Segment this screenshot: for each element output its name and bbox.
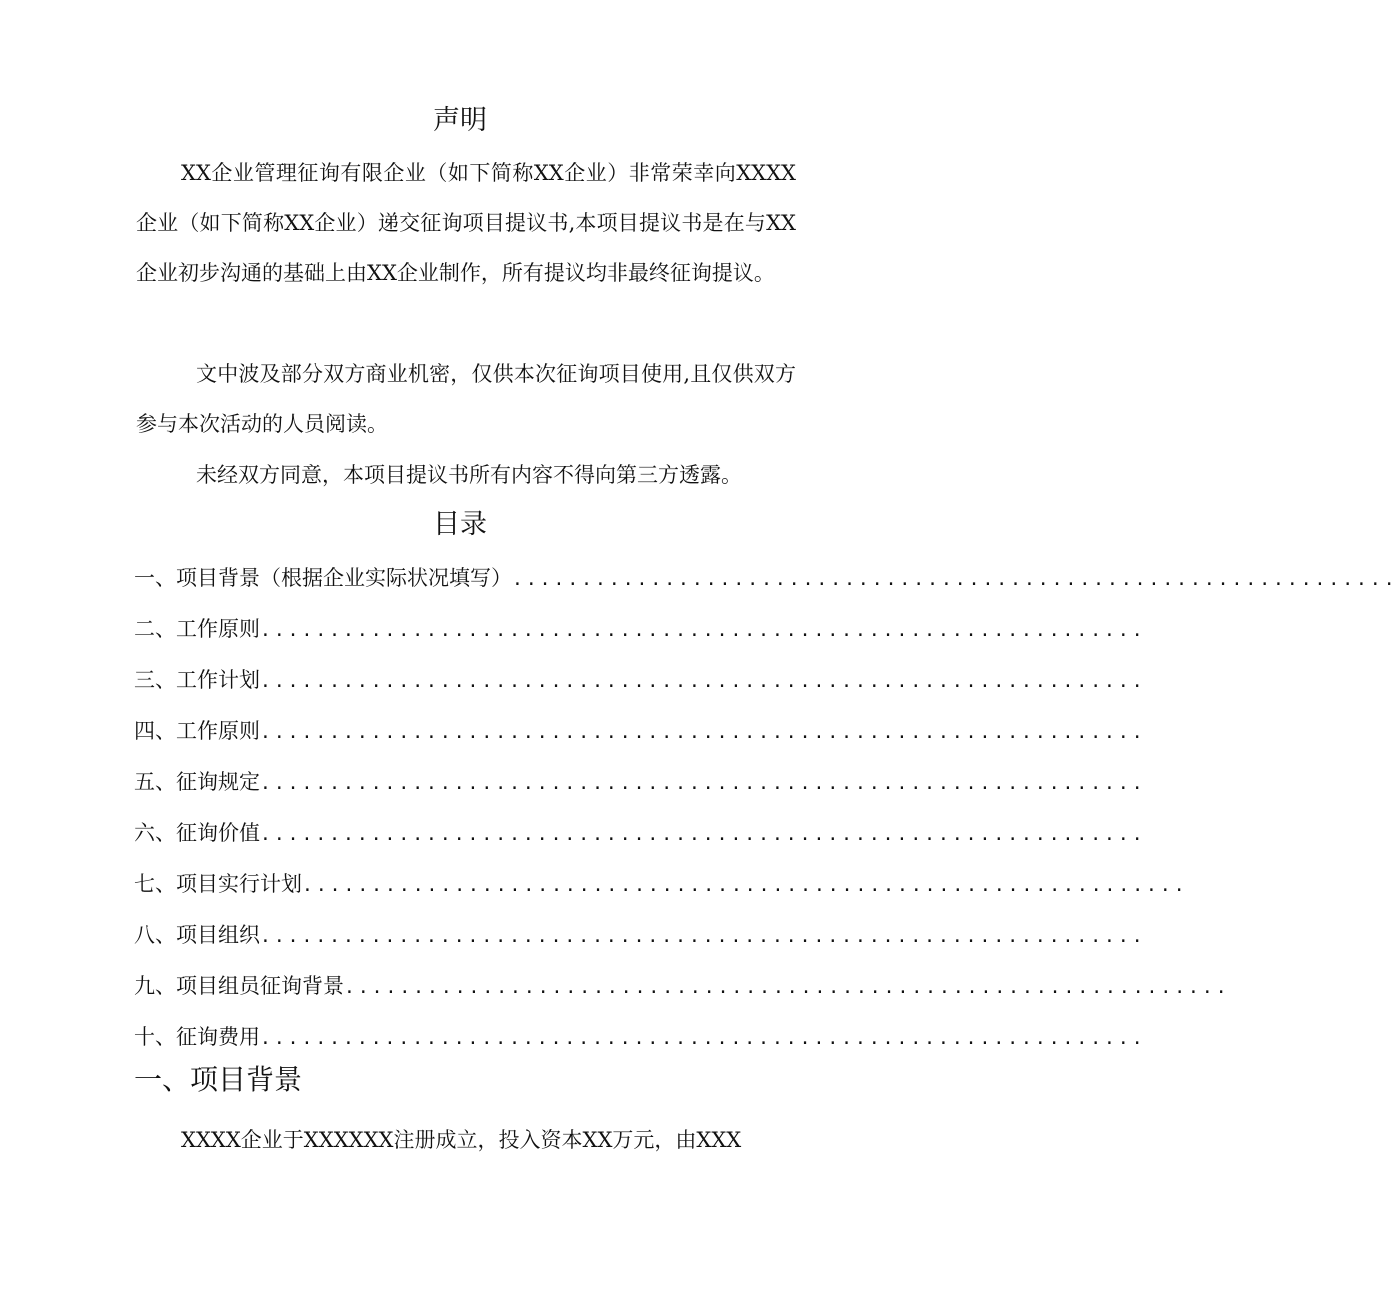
- background-paragraph: XXXX企业于XXXXXX注册成立，投入资本XX万元，由XXX: [181, 1128, 742, 1152]
- declaration-paragraph-2: 文中波及部分双方商业机密，仅供本次征询项目使用,且仅供双方参与本次活动的人员阅读。: [136, 362, 796, 436]
- toc-item[interactable]: [134, 606, 1146, 657]
- toc-item[interactable]: [134, 1014, 1146, 1065]
- declaration-paragraph-1: XX企业管理征询有限企业（如下简称XX企业）非常荣幸向XXXX企业（如下简称XX企业）递交征询项目提议书,本项目提议书是在与XX企业初步沟通的基础上由XX企业制作，所有提议均非最终征询提议。: [136, 161, 796, 285]
- toc-item[interactable]: [134, 810, 1146, 861]
- toc-title: 目录: [433, 509, 487, 540]
- toc-item[interactable]: [134, 861, 1188, 912]
- toc-leader-dots: ................................................................: [260, 722, 1146, 743]
- table-of-contents: [134, 555, 1398, 1065]
- toc-leader-dots: ................................................................: [260, 824, 1146, 845]
- toc-item[interactable]: [134, 657, 1146, 708]
- toc-item-label: 三、工作计划: [134, 668, 260, 692]
- toc-item[interactable]: [134, 963, 1230, 1014]
- toc-leader-dots: ................................................................: [344, 977, 1230, 998]
- toc-leader-dots: ................................................................: [260, 1028, 1146, 1049]
- toc-leader-dots: ................................................................: [302, 875, 1188, 896]
- toc-item[interactable]: [134, 759, 1146, 810]
- toc-item[interactable]: [134, 555, 1398, 606]
- toc-item-label: 七、项目实行计划: [134, 872, 302, 896]
- toc-item-label: 六、征询价值: [134, 821, 260, 845]
- toc-item[interactable]: [134, 708, 1146, 759]
- toc-item-label: 八、项目组织: [134, 923, 260, 947]
- toc-item-label: 二、工作原则: [134, 617, 260, 641]
- toc-leader-dots: ................................................................: [260, 671, 1146, 692]
- section-heading-background: 一、项目背景: [134, 1063, 303, 1096]
- toc-leader-dots: ................................................................: [260, 620, 1146, 641]
- toc-item-label: 九、项目组员征询背景: [134, 974, 344, 998]
- declaration-paragraph-3: 未经双方同意，本项目提议书所有内容不得向第三方透露。: [196, 463, 742, 487]
- toc-leader-dots: ................................................................: [260, 773, 1146, 794]
- toc-item-label: 四、工作原则: [134, 719, 260, 743]
- toc-leader-dots: ................................................................: [512, 569, 1398, 590]
- toc-leader-dots: ................................................................: [260, 926, 1146, 947]
- toc-item-label: 一、项目背景（根据企业实际状况填写）: [134, 566, 512, 590]
- toc-item-label: 十、征询费用: [134, 1025, 260, 1049]
- toc-item[interactable]: [134, 912, 1146, 963]
- declaration-title: 声明: [433, 105, 487, 136]
- toc-item-label: 五、征询规定: [134, 770, 260, 794]
